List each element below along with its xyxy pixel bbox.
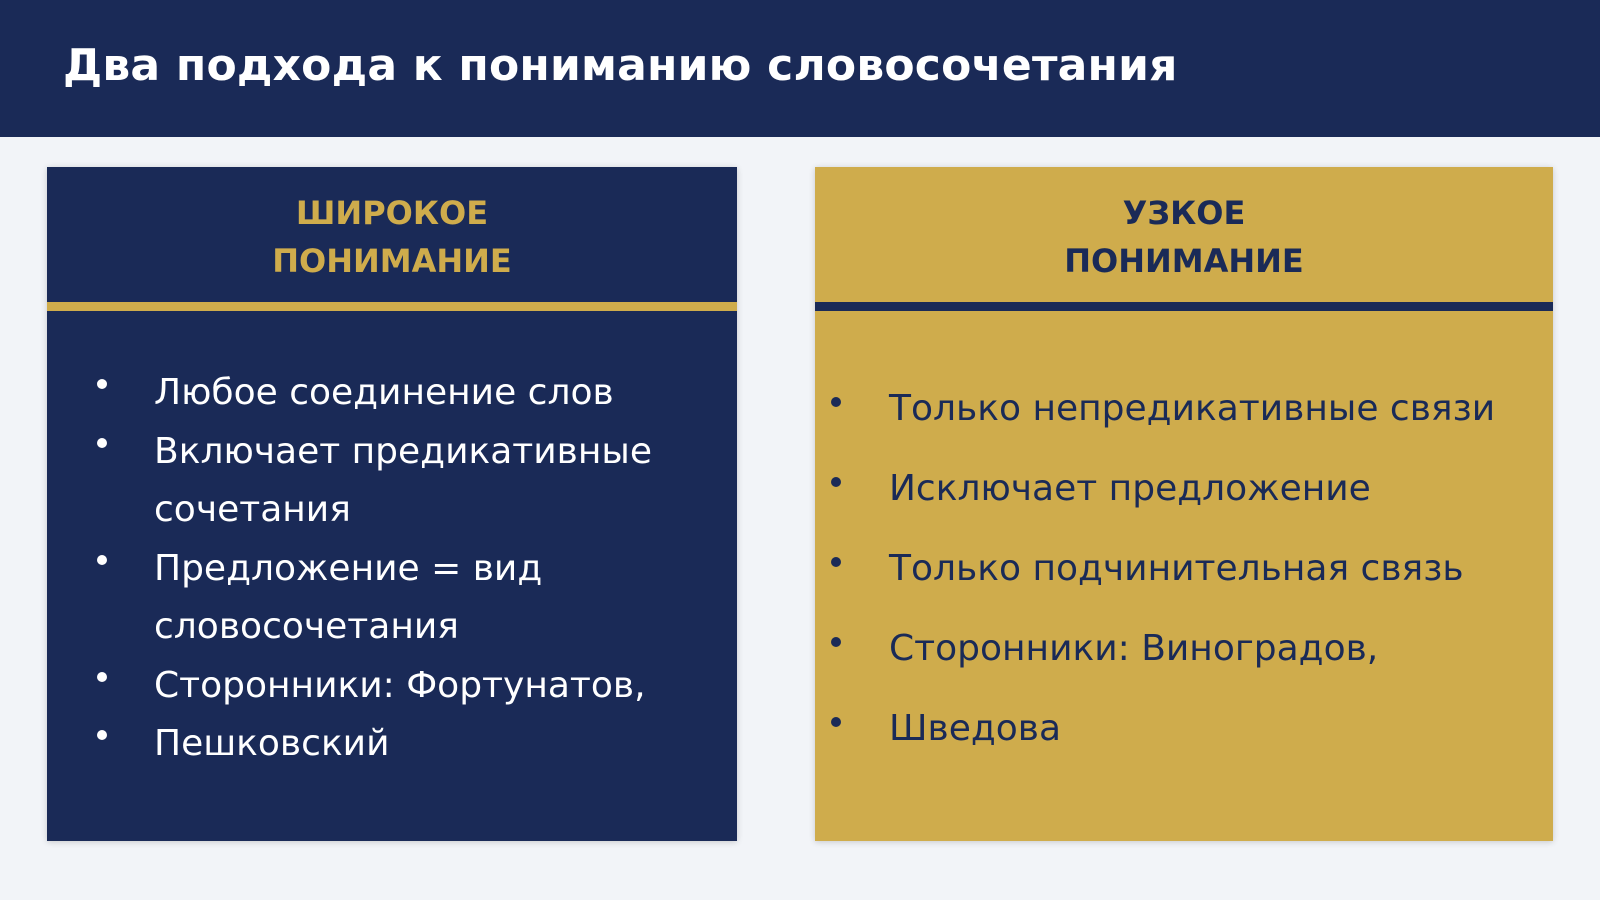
broad-panel-heading [47, 167, 737, 302]
slide-header [0, 0, 1600, 137]
bullet-dot-icon [97, 672, 107, 682]
narrow-panel-heading [815, 167, 1553, 302]
bullet-dot-icon [97, 379, 107, 389]
narrow-heading-text: УЗКОЕ ПОНИМАНИЕ [1064, 193, 1304, 280]
bullet-dot-icon [97, 438, 107, 448]
narrow-bullet-item [815, 469, 1553, 549]
bullet-text: Любое соединение слов [154, 372, 614, 413]
broad-bullet-item [47, 657, 737, 716]
bullet-dot-icon [97, 555, 107, 565]
bullet-text: Только подчинительная связь [889, 548, 1464, 589]
narrow-understanding-panel [815, 167, 1553, 841]
slide-title: Два подхода к пониманию словосочетания [63, 40, 1178, 91]
bullet-dot-icon [831, 477, 841, 487]
bullet-text: Сторонники: Виноградов, [889, 628, 1379, 669]
broad-bullet-item [47, 423, 737, 540]
bullet-dot-icon [97, 730, 107, 740]
narrow-panel-divider [815, 302, 1553, 311]
broad-bullet-list [47, 364, 737, 774]
broad-bullet-item [47, 540, 737, 657]
broad-understanding-panel [47, 167, 737, 841]
narrow-bullet-list [815, 389, 1553, 789]
narrow-bullet-item [815, 709, 1553, 789]
narrow-bullet-item [815, 629, 1553, 709]
bullet-dot-icon [831, 557, 841, 567]
bullet-text: Включает предикативные сочетания [154, 430, 652, 530]
bullet-text: Пешковский [154, 723, 390, 764]
broad-panel-divider [47, 302, 737, 311]
bullet-text: Шведова [889, 708, 1062, 749]
bullet-text: Исключает предложение [889, 468, 1371, 509]
broad-bullet-item [47, 715, 737, 774]
bullet-dot-icon [831, 397, 841, 407]
bullet-dot-icon [831, 637, 841, 647]
bullet-text: Сторонники: Фортунатов, [154, 664, 646, 706]
bullet-text: Только непредикативные связи [889, 388, 1496, 429]
bullet-dot-icon [831, 717, 841, 727]
bullet-text: Предложение = вид словосочетания [154, 547, 543, 647]
narrow-bullet-item [815, 389, 1553, 469]
narrow-bullet-item [815, 549, 1553, 629]
broad-heading-text: ШИРОКОЕ ПОНИМАНИЕ [272, 193, 512, 280]
broad-bullet-item [47, 364, 737, 423]
